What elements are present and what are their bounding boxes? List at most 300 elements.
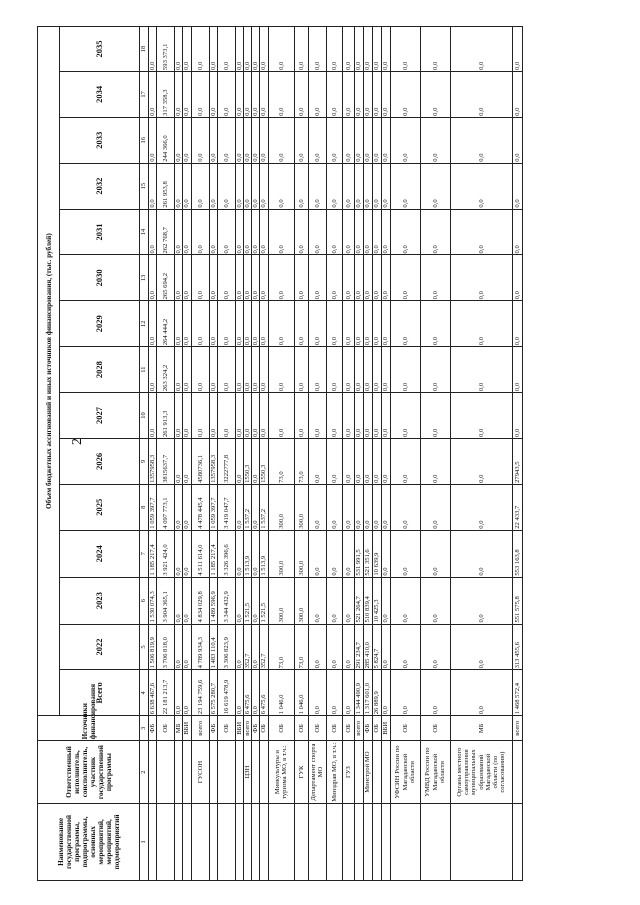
responsible-cell (157, 741, 175, 804)
year-value-cell: 0,0 (217, 393, 235, 439)
year-value-cell: 0,0 (209, 255, 217, 301)
year-value-cell: 0,0 (175, 117, 183, 163)
financing-group-header: Объем бюджетных ассигнований и иных источников финансирования, (тыс. рублей) (38, 27, 60, 716)
year-value-cell: 0,0 (390, 301, 420, 347)
total-value-cell: 23 194 759,6 (191, 670, 209, 716)
year-value-cell: 0,0 (183, 393, 191, 439)
year-value-cell: 3 419 047,7 (217, 484, 235, 530)
year-value-cell: 0,0 (326, 117, 342, 163)
year-value-cell: 553 163,8 (512, 530, 522, 577)
source-cell: ФБ (363, 716, 372, 741)
year-value-cell: 0,0 (512, 393, 522, 439)
year-value-cell: 521 351,6 (363, 530, 372, 577)
year-value-cell: 0,0 (512, 209, 522, 255)
responsible-cell: Минкультуры и туризма МО, в т.ч.: (268, 741, 294, 804)
year-value-cell: 0,0 (209, 301, 217, 347)
year-value-cell: 0,0 (235, 71, 243, 117)
year-value-cell: 0,0 (326, 530, 342, 577)
year-header: 2024 (60, 530, 140, 577)
year-value-cell: 0,0 (252, 163, 260, 209)
year-value-cell: 0,0 (354, 163, 363, 209)
program-name-cell (191, 803, 209, 880)
program-name-cell (149, 803, 157, 880)
year-value-cell: 10 639,9 (372, 530, 381, 577)
year-value-cell: 0,0 (268, 71, 294, 117)
program-name-cell (175, 803, 183, 880)
year-value-cell: 0,0 (235, 163, 243, 209)
year-value-cell: 0,0 (420, 624, 450, 670)
year-value-cell: 0,0 (342, 209, 354, 255)
year-value-cell: 0,0 (268, 163, 294, 209)
total-value-cell: 16 619 478,9 (217, 670, 235, 716)
total-value-cell: 0,0 (450, 670, 512, 716)
column-index-cell: 10 (140, 393, 149, 439)
year-value-cell: 3222777,8 (217, 438, 235, 484)
year-header: 2027 (60, 393, 140, 439)
year-value-cell: 0,0 (372, 209, 381, 255)
year-value-cell: 0,0 (354, 438, 363, 484)
table-row (308, 27, 326, 881)
year-value-cell: 0,0 (450, 393, 512, 439)
year-value-cell: 0,0 (326, 301, 342, 347)
responsible-cell: УФСИН России по Магаданской области (390, 741, 420, 804)
program-name-cell (252, 803, 260, 880)
year-value-cell: 0,0 (175, 484, 183, 530)
year-value-cell: 27943,5 (512, 438, 522, 484)
total-value-cell: 1 046,0 (294, 670, 308, 716)
responsible-cell (175, 741, 183, 804)
year-value-cell: 4 834 029,8 (191, 577, 209, 624)
year-value-cell: 1550,3 (244, 438, 252, 484)
year-value-cell: 1357958,3 (209, 438, 217, 484)
year-value-cell: 0,0 (363, 117, 372, 163)
year-value-cell: 0,0 (244, 163, 252, 209)
year-value-cell: 0,0 (512, 301, 522, 347)
year-value-cell: 0,0 (354, 301, 363, 347)
responsible-cell (252, 741, 260, 804)
year-value-cell: 0,0 (183, 163, 191, 209)
year-value-cell: 0,0 (354, 27, 363, 72)
total-value-cell: 0,0 (326, 670, 342, 716)
year-header: 2025 (60, 484, 140, 530)
year-value-cell: 0,0 (217, 71, 235, 117)
year-value-cell: 0,0 (191, 255, 209, 301)
year-value-cell: 317 358,3 (157, 71, 175, 117)
column-index-cell: 14 (140, 209, 149, 255)
year-value-cell: 0,0 (191, 347, 209, 393)
year-value-cell: 0,0 (149, 163, 157, 209)
year-header: 2026 (60, 438, 140, 484)
year-value-cell: 551 575,8 (512, 577, 522, 624)
source-cell: ОБ (326, 716, 342, 741)
year-value-cell: 285 410,0 (363, 624, 372, 670)
year-value-cell: 0,0 (450, 163, 512, 209)
column-index-cell: 16 (140, 117, 149, 163)
year-value-cell: 0,0 (252, 624, 260, 670)
program-name-cell (217, 803, 235, 880)
year-value-cell: 0,0 (308, 255, 326, 301)
year-value-cell: 0,0 (191, 163, 209, 209)
year-value-cell: 0,0 (294, 301, 308, 347)
year-value-cell: 265 694,2 (157, 255, 175, 301)
year-value-cell: 3 904 365,1 (157, 577, 175, 624)
year-value-cell: 0,0 (512, 117, 522, 163)
year-value-cell: 0,0 (326, 438, 342, 484)
year-value-cell: 0,0 (381, 209, 390, 255)
year-value-cell: 0,0 (175, 393, 183, 439)
program-name-cell (209, 803, 217, 880)
year-header: 2033 (60, 117, 140, 163)
total-value-cell: 6 575 280,7 (209, 670, 217, 716)
responsible-cell: Минстрой МО (363, 741, 372, 804)
responsible-cell (260, 741, 268, 804)
page-number: 2 (70, 438, 85, 445)
year-value-cell: 0,0 (191, 71, 209, 117)
year-value-cell: 0,0 (183, 255, 191, 301)
table-row (390, 27, 420, 881)
year-value-cell: 1 483 110,4 (209, 624, 217, 670)
total-value-cell: 6 638 467,6 (149, 670, 157, 716)
year-value-cell: 0,0 (308, 301, 326, 347)
year-value-cell: 0,0 (252, 301, 260, 347)
program-name-cell (183, 803, 191, 880)
year-value-cell: 0,0 (420, 209, 450, 255)
year-value-cell: 3815637,7 (157, 438, 175, 484)
year-value-cell: 0,0 (209, 393, 217, 439)
year-value-cell: 0,0 (342, 624, 354, 670)
year-value-cell: 0,0 (354, 71, 363, 117)
source-cell: ВБИ (235, 716, 243, 741)
table-row (294, 27, 308, 881)
year-value-cell: 0,0 (235, 27, 243, 72)
year-value-cell: 0,0 (450, 209, 512, 255)
year-value-cell: 0,0 (260, 255, 268, 301)
responsible-cell: Департамент спорта МО (308, 741, 326, 804)
year-value-cell: 0,0 (363, 27, 372, 72)
year-value-cell: 0,0 (294, 117, 308, 163)
year-value-cell: 593 373,1 (157, 27, 175, 72)
program-name-cell (354, 803, 363, 880)
total-value-cell: 6 475,6 (260, 670, 268, 716)
source-cell: всего (354, 716, 363, 741)
year-value-cell: 0,0 (235, 393, 243, 439)
source-cell: МБ (450, 716, 512, 741)
year-value-cell: 0,0 (191, 117, 209, 163)
program-name-cell (342, 803, 354, 880)
responsible-cell (372, 741, 381, 804)
source-cell: ОБ (342, 716, 354, 741)
year-value-cell: 0,0 (235, 624, 243, 670)
year-value-cell: 264 444,2 (157, 301, 175, 347)
source-cell: ОБ (157, 716, 175, 741)
source-cell: ОБ (420, 716, 450, 741)
year-value-cell: 0,0 (450, 484, 512, 530)
year-value-cell: 0,0 (372, 255, 381, 301)
year-value-cell: 0,0 (235, 301, 243, 347)
year-value-cell: 263 324,2 (157, 347, 175, 393)
year-value-cell: 0,0 (252, 393, 260, 439)
year-value-cell: 0,0 (308, 27, 326, 72)
year-value-cell: 3 326 396,6 (217, 530, 235, 577)
year-value-cell: 0,0 (420, 530, 450, 577)
table-row (149, 27, 157, 881)
year-value-cell: 0,0 (390, 577, 420, 624)
year-value-cell: 0,0 (326, 255, 342, 301)
table-row (363, 27, 372, 881)
column-index-cell: 5 (140, 624, 149, 670)
year-value-cell: 0,0 (268, 393, 294, 439)
year-value-cell: 0,0 (450, 347, 512, 393)
year-value-cell: 0,0 (450, 117, 512, 163)
year-value-cell: 0,0 (308, 624, 326, 670)
year-value-cell: 1 489 596,9 (209, 577, 217, 624)
year-value-cell: 0,0 (308, 347, 326, 393)
year-value-cell: 1 537,2 (244, 484, 252, 530)
column-index-cell: 6 (140, 577, 149, 624)
year-value-cell: 0,0 (342, 577, 354, 624)
column-index-cell: 3 (140, 716, 149, 741)
year-value-cell: 0,0 (175, 577, 183, 624)
column-index-cell: 8 (140, 484, 149, 530)
year-value-cell: 0,0 (209, 71, 217, 117)
year-value-cell: 0,0 (420, 393, 450, 439)
year-value-cell: 0,0 (183, 347, 191, 393)
column-index-cell: 17 (140, 71, 149, 117)
year-value-cell: 0,0 (217, 163, 235, 209)
year-value-cell: 1 185 217,4 (209, 530, 217, 577)
table-row (381, 27, 390, 881)
source-cell: ОБ (308, 716, 326, 741)
year-value-cell: 261 913,3 (157, 393, 175, 439)
year-value-cell: 0,0 (342, 163, 354, 209)
year-value-cell: 0,0 (363, 163, 372, 209)
year-value-cell: 0,0 (381, 163, 390, 209)
year-value-cell: 0,0 (420, 117, 450, 163)
year-value-cell: 0,0 (252, 209, 260, 255)
year-value-cell: 0,0 (175, 624, 183, 670)
year-value-cell: 0,0 (268, 209, 294, 255)
year-value-cell: 0,0 (235, 484, 243, 530)
column-index-cell: 12 (140, 301, 149, 347)
column-index-cell: 9 (140, 438, 149, 484)
year-value-cell: 0,0 (308, 209, 326, 255)
year-value-cell: 291 234,7 (354, 624, 363, 670)
year-value-cell: 0,0 (450, 624, 512, 670)
total-value-cell: 0,0 (183, 670, 191, 716)
year-value-cell: 0,0 (342, 117, 354, 163)
year-value-cell: 1 537,2 (260, 484, 268, 530)
year-value-cell: 1 059 397,7 (209, 484, 217, 530)
year-value-cell: 0,0 (390, 27, 420, 72)
year-value-cell: 0,0 (183, 484, 191, 530)
total-value-cell: 0,0 (252, 670, 260, 716)
year-value-cell: 0,0 (372, 27, 381, 72)
year-value-cell: 0,0 (252, 27, 260, 72)
financing-table (37, 26, 523, 881)
year-value-cell: 0,0 (149, 71, 157, 117)
year-value-cell: 0,0 (183, 577, 191, 624)
year-value-cell: 5 824,7 (372, 624, 381, 670)
year-header: 2029 (60, 301, 140, 347)
year-value-cell: 0,0 (372, 438, 381, 484)
column-index-cell: 15 (140, 163, 149, 209)
year-value-cell: 0,0 (260, 71, 268, 117)
year-value-cell: 0,0 (252, 347, 260, 393)
table-row (183, 27, 191, 881)
responsible-cell (217, 741, 235, 804)
year-value-cell: 244 366,0 (157, 117, 175, 163)
year-value-cell: 0,0 (381, 624, 390, 670)
table-row (260, 27, 268, 881)
year-value-cell: 0,0 (390, 484, 420, 530)
year-value-cell: 0,0 (308, 484, 326, 530)
year-value-cell: 1357958,3 (149, 438, 157, 484)
year-value-cell: 352,7 (260, 624, 268, 670)
table-row (420, 27, 450, 881)
year-value-cell: 0,0 (420, 438, 450, 484)
year-value-cell: 0,0 (294, 393, 308, 439)
year-value-cell: 0,0 (354, 393, 363, 439)
year-value-cell: 0,0 (175, 347, 183, 393)
year-value-cell: 0,0 (372, 484, 381, 530)
year-value-cell: 0,0 (363, 301, 372, 347)
year-value-cell: 0,0 (381, 438, 390, 484)
year-value-cell: 0,0 (390, 438, 420, 484)
total-value-cell: 1 317 601,0 (363, 670, 372, 716)
year-value-cell: 0,0 (209, 209, 217, 255)
year-value-cell: 10 425,3 (372, 577, 381, 624)
year-value-cell: 0,0 (308, 71, 326, 117)
year-value-cell: 0,0 (342, 255, 354, 301)
year-value-cell: 4580736,1 (191, 438, 209, 484)
program-name-cell (268, 803, 294, 880)
year-value-cell: 0,0 (183, 209, 191, 255)
year-value-cell: 300,0 (268, 577, 294, 624)
year-value-cell: 73,0 (268, 624, 294, 670)
year-value-cell: 73,0 (268, 438, 294, 484)
program-name-cell (512, 803, 522, 880)
source-cell: ВБИ (381, 716, 390, 741)
year-value-cell: 0,0 (268, 117, 294, 163)
year-value-cell: 352,7 (244, 624, 252, 670)
year-value-cell: 0,0 (260, 347, 268, 393)
responsible-cell: УМВД России по Магаданской области (420, 741, 450, 804)
year-value-cell: 0,0 (372, 163, 381, 209)
year-value-cell: 0,0 (450, 27, 512, 72)
year-value-cell: 4 097 773,1 (157, 484, 175, 530)
year-value-cell: 0,0 (450, 71, 512, 117)
column-index-cell: 1 (140, 803, 149, 880)
source-cell: ОБ (390, 716, 420, 741)
total-value-cell: 0,0 (175, 670, 183, 716)
year-value-cell: 0,0 (294, 71, 308, 117)
year-value-cell: 0,0 (372, 347, 381, 393)
year-value-cell: 0,0 (252, 71, 260, 117)
year-header: 2031 (60, 209, 140, 255)
year-value-cell: 0,0 (252, 484, 260, 530)
year-value-cell: 1 513,9 (244, 530, 252, 577)
table-row (175, 27, 183, 881)
source-cell: всего (191, 716, 209, 741)
year-header: 2032 (60, 163, 140, 209)
year-value-cell: 0,0 (420, 255, 450, 301)
year-value-cell: 1 185 217,4 (149, 530, 157, 577)
column-index-cell: 11 (140, 347, 149, 393)
year-value-cell: 0,0 (260, 209, 268, 255)
year-value-cell: 0,0 (381, 27, 390, 72)
year-value-cell: 0,0 (390, 209, 420, 255)
program-name-cell (244, 803, 252, 880)
total-value-cell: 1 046,0 (268, 670, 294, 716)
year-value-cell: 0,0 (420, 577, 450, 624)
source-cell: ФБ (149, 716, 157, 741)
year-value-cell: 521 264,7 (354, 577, 363, 624)
program-name-cell (363, 803, 372, 880)
year-header: 2022 (60, 624, 140, 670)
responsible-cell: Минздрав МО, в т.ч.: (326, 741, 342, 804)
year-value-cell: 300,0 (294, 530, 308, 577)
year-value-cell: 0,0 (381, 301, 390, 347)
year-value-cell: 0,0 (183, 438, 191, 484)
program-name-cell (381, 803, 390, 880)
year-value-cell: 261 953,8 (157, 163, 175, 209)
source-cell: МБ (175, 716, 183, 741)
year-value-cell: 0,0 (326, 624, 342, 670)
year-value-cell: 0,0 (363, 393, 372, 439)
year-value-cell: 0,0 (149, 255, 157, 301)
year-value-cell: 510 839,4 (363, 577, 372, 624)
program-name-cell (294, 803, 308, 880)
year-value-cell: 0,0 (390, 255, 420, 301)
col-total-header: Всего (60, 670, 140, 716)
year-value-cell: 0,0 (217, 27, 235, 72)
year-value-cell: 22 433,7 (512, 484, 522, 530)
year-value-cell: 0,0 (363, 347, 372, 393)
col-source-header: Источники финансирования (38, 716, 140, 741)
year-value-cell: 0,0 (326, 577, 342, 624)
year-value-cell: 0,0 (326, 71, 342, 117)
year-value-cell: 4 511 614,0 (191, 530, 209, 577)
year-value-cell: 0,0 (381, 255, 390, 301)
year-value-cell: 73,0 (294, 438, 308, 484)
year-value-cell: 0,0 (183, 117, 191, 163)
source-cell: ФБ (252, 716, 260, 741)
column-index-cell: 18 (140, 27, 149, 72)
year-value-cell: 0,0 (326, 347, 342, 393)
year-value-cell: 0,0 (381, 393, 390, 439)
year-value-cell: 0,0 (308, 163, 326, 209)
year-value-cell: 0,0 (354, 347, 363, 393)
table-row (326, 27, 342, 881)
column-index-cell: 4 (140, 670, 149, 716)
table-row (342, 27, 354, 881)
program-name-cell (420, 803, 450, 880)
year-value-cell: 300,0 (294, 484, 308, 530)
year-value-cell: 0,0 (252, 438, 260, 484)
year-value-cell: 0,0 (191, 209, 209, 255)
year-value-cell: 0,0 (308, 117, 326, 163)
column-index-cell: 13 (140, 255, 149, 301)
year-value-cell: 0,0 (326, 27, 342, 72)
year-header: 2030 (60, 255, 140, 301)
year-value-cell: 0,0 (512, 255, 522, 301)
year-value-cell: 3 706 818,0 (157, 624, 175, 670)
year-value-cell: 0,0 (450, 577, 512, 624)
year-value-cell: 0,0 (294, 27, 308, 72)
year-value-cell: 0,0 (175, 27, 183, 72)
year-value-cell: 0,0 (326, 209, 342, 255)
year-value-cell: 0,0 (390, 624, 420, 670)
